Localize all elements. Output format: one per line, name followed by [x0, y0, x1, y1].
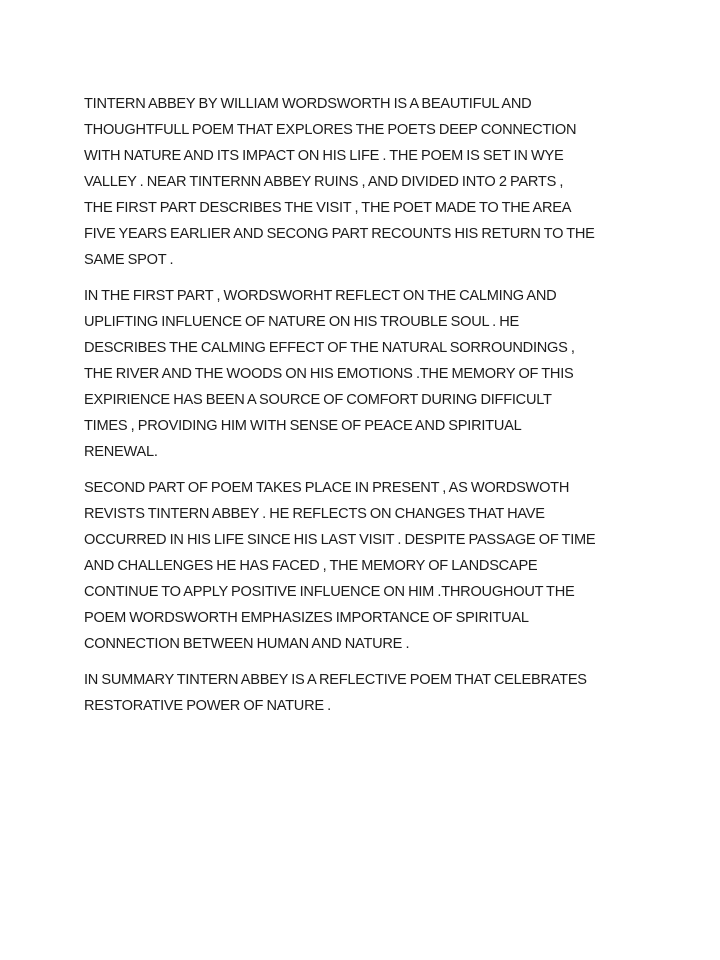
- text-line: POEM WORDSWORTH EMPHASIZES IMPORTANCE OF SPIRITUAL: [84, 610, 529, 626]
- text-line: RENEWAL.: [84, 444, 158, 460]
- text-line: REVISTS TINTERN ABBEY . HE REFLECTS ON CHANGES THAT HAVE: [84, 506, 545, 522]
- text-line: THE RIVER AND THE WOODS ON HIS EMOTIONS .THE MEMORY OF THIS: [84, 366, 574, 382]
- text-line: CONTINUE TO APPLY POSITIVE INFLUENCE ON HIM .THROUGHOUT THE: [84, 584, 575, 600]
- text-line: IN THE FIRST PART , WORDSWORHT REFLECT ON THE CALMING AND: [84, 288, 557, 304]
- text-line: THE FIRST PART DESCRIBES THE VISIT , THE POET MADE TO THE AREA: [84, 200, 572, 216]
- document-page: [84, 91, 644, 729]
- text-line: SECOND PART OF POEM TAKES PLACE IN PRESENT , AS WORDSWOTH: [84, 480, 570, 496]
- text-line: IN SUMMARY TINTERN ABBEY IS A REFLECTIVE POEM THAT CELEBRATES: [84, 672, 587, 688]
- text-line: VALLEY . NEAR TINTERNN ABBEY RUINS , AND DIVIDED INTO 2 PARTS ,: [84, 174, 564, 190]
- text-line: EXPIRIENCE HAS BEEN A SOURCE OF COMFORT DURING DIFFICULT: [84, 392, 552, 408]
- text-line: WITH NATURE AND ITS IMPACT ON HIS LIFE . THE POEM IS SET IN WYE: [84, 148, 564, 164]
- text-line: AND CHALLENGES HE HAS FACED , THE MEMORY OF LANDSCAPE: [84, 558, 538, 574]
- text-line: TINTERN ABBEY BY WILLIAM WORDSWORTH IS A BEAUTIFUL AND: [84, 96, 532, 112]
- paragraph-introduction: [84, 91, 644, 273]
- text-line: SAME SPOT .: [84, 252, 174, 268]
- text-line: UPLIFTING INFLUENCE OF NATURE ON HIS TROUBLE SOUL . HE: [84, 314, 520, 330]
- text-line: RESTORATIVE POWER OF NATURE .: [84, 698, 331, 714]
- text-line: TIMES , PROVIDING HIM WITH SENSE OF PEACE AND SPIRITUAL: [84, 418, 522, 434]
- text-line: CONNECTION BETWEEN HUMAN AND NATURE .: [84, 636, 410, 652]
- paragraph-summary: [84, 667, 644, 719]
- text-line: DESCRIBES THE CALMING EFFECT OF THE NATURAL SORROUNDINGS ,: [84, 340, 575, 356]
- paragraph-first-part: [84, 283, 644, 465]
- text-line: OCCURRED IN HIS LIFE SINCE HIS LAST VISIT . DESPITE PASSAGE OF TIME: [84, 532, 596, 548]
- text-line: THOUGHTFULL POEM THAT EXPLORES THE POETS DEEP CONNECTION: [84, 122, 577, 138]
- paragraph-second-part: [84, 475, 644, 657]
- text-line: FIVE YEARS EARLIER AND SECONG PART RECOUNTS HIS RETURN TO THE: [84, 226, 595, 242]
